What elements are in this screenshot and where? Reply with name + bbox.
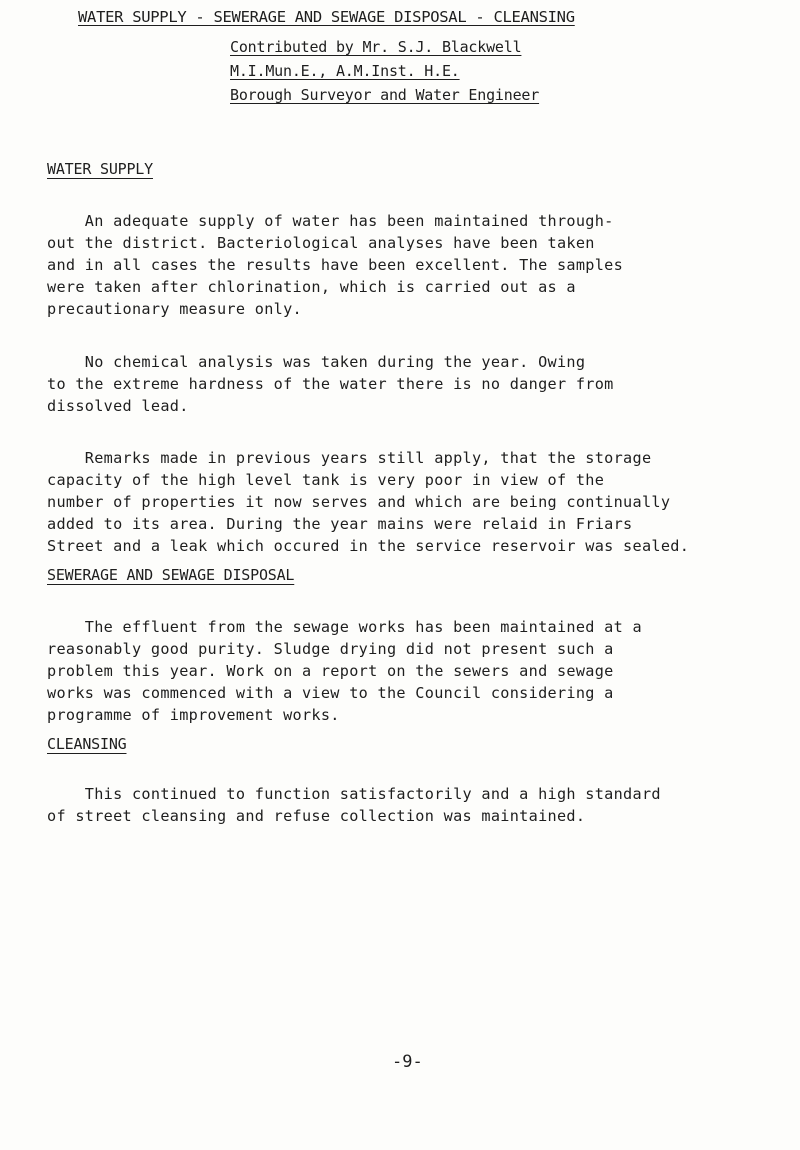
text-line: precautionary measure only.: [47, 300, 302, 318]
credit-line-position: Borough Surveyor and Water Engineer: [230, 86, 540, 104]
text-line: and in all cases the results have been excellent. The samples: [47, 256, 624, 274]
paragraph-sewerage-1: [47, 616, 787, 726]
text-line: number of properties it now serves and which are being continually: [47, 493, 671, 511]
credit-line-qualifications: M.I.Mun.E., A.M.Inst. H.E.: [230, 62, 460, 80]
section-heading-sewerage: SEWERAGE AND SEWAGE DISPOSAL: [47, 566, 295, 584]
paragraph-water-supply-3: [47, 447, 787, 557]
text-line: out the district. Bacteriological analyses have been taken: [47, 234, 595, 252]
text-line: to the extreme hardness of the water there is no danger from: [47, 375, 614, 393]
text-line: Street and a leak which occured in the service reservoir was sealed.: [47, 537, 690, 555]
text-line: This continued to function satisfactorily and a high standard: [47, 785, 661, 803]
text-line: works was commenced with a view to the Council considering a: [47, 684, 614, 702]
section-heading-water-supply: WATER SUPPLY: [47, 160, 153, 178]
credit-line-contributor: Contributed by Mr. S.J. Blackwell: [230, 38, 522, 56]
text-line: capacity of the high level tank is very poor in view of the: [47, 471, 605, 489]
text-line: An adequate supply of water has been maintained through-: [47, 212, 614, 230]
text-line: were taken after chlorination, which is carried out as a: [47, 278, 576, 296]
text-line: reasonably good purity. Sludge drying did not present such a: [47, 640, 614, 658]
text-line: programme of improvement works.: [47, 706, 340, 724]
section-heading-cleansing: CLEANSING: [47, 735, 127, 753]
paragraph-water-supply-2: [47, 351, 787, 417]
text-line: The effluent from the sewage works has been maintained at a: [47, 618, 642, 636]
document-title: WATER SUPPLY - SEWERAGE AND SEWAGE DISPOSAL - CLEANSING: [78, 8, 575, 26]
text-line: of street cleansing and refuse collection was maintained.: [47, 807, 586, 825]
page-number: -9-: [392, 1052, 423, 1072]
paragraph-water-supply-1: [47, 210, 787, 320]
text-line: added to its area. During the year mains were relaid in Friars: [47, 515, 633, 533]
text-line: problem this year. Work on a report on the sewers and sewage: [47, 662, 614, 680]
paragraph-cleansing-1: [47, 783, 787, 827]
text-line: No chemical analysis was taken during the year. Owing: [47, 353, 586, 371]
text-line: Remarks made in previous years still apply, that the storage: [47, 449, 652, 467]
text-line: dissolved lead.: [47, 397, 189, 415]
